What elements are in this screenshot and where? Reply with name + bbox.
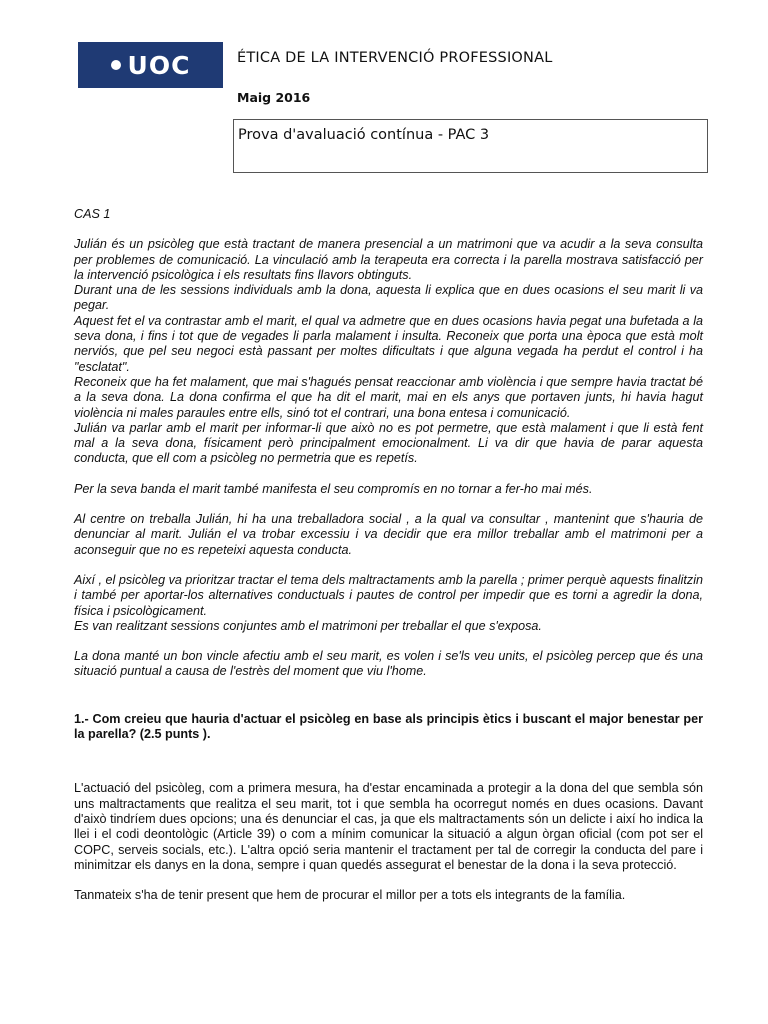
case-paragraph: Julián és un psicòleg que està tractant de manera presencial a un matrimoni que va acudir a la seva consulta per problemes de comunicació. La vinculació amb la terapeuta era correcta i la parella mostrava satisfacció per la intervenció psicològica i els resultats fins llavors obtinguts. [74,237,703,282]
case-paragraph: La dona manté un bon vincle afectiu amb el seu marit, es volen i se'ls veu units, el psicòleg percep que és una situació puntual a causa de l'estrès del moment que viu l'home. [74,649,703,679]
case-paragraph: Reconeix que ha fet malament, que mai s'hagués pensat reaccionar amb violència i que sempre havia tractat bé a la seva dona. La dona confirma el que ha dit el marit, mai en els anys que portaven junts, hi havia hagut violència ni males paraules entre ells, sinó tot el contrari, una bona entesa i comunicació. [74,374,703,420]
case-paragraph: Així , el psicòleg va prioritzar tractar el tema dels maltractaments amb la parella ; primer perquè aquests finalitzin i també per aportar-los alternatives conductuals i pautes de control per impedir que es torni a agredir la dona, física i psicològicament. [74,572,703,618]
question-1: 1.- Com creieu que hauria d'actuar el psicòleg en base als principis ètics i buscant el major benestar per la parella? (2.5 punts ). [74,711,703,742]
case-paragraph: Durant una de les sessions individuals amb la dona, aquesta li explica que en dues ocasions el seu marit li va pegar. [74,283,703,313]
case-paragraph: Al centre on treballa Julián, hi ha una treballadora social , a la qual va consultar , mantenint que s'hauria de denunciar al marit. Julián el va trobar excessiu i va decidir que era millor treballar amb el matrimoni per a aconseguir que no es repeteixi aquesta conducta. [74,512,703,557]
pac-title: Prova d'avaluació contínua - PAC 3 [238,127,490,143]
logo-dot-icon [111,60,121,70]
document-body [74,207,703,903]
case-paragraph: Aquest fet el va contrastar amb el marit, el qual va admetre que en dues ocasions havia pegat una bufetada a la seva dona, i fins i tot que de vegades li parla malament i insulta. Reconeix que porta una època que està molt nerviós, que pel seu negoci està passant per moltes dificultats i que alguna vegada ha perdut el control i ha "esclatat". [74,313,703,374]
uoc-logo [78,42,223,88]
case-section [74,207,703,680]
case-paragraph: Per la seva banda el marit també manifesta el seu compromís en no tornar a fer-ho mai més. [74,481,593,496]
case-paragraph: Julián va parlar amb el marit per informar-li que això no es pot permetre, que està malament i que li està fent mal a la seva dona, físicament però principalment emocionalment. Li va dir que havia de parar aquesta conducta, que ell com a psicòleg no permetria que es repetís. [74,420,703,466]
answer-paragraph: L'actuació del psicòleg, com a primera mesura, ha d'estar encaminada a protegir a la dona del que sembla són uns maltractaments que realitza el seu marit, tot i que sembla ha ocorregut només en dues ocasions. Davant d'això tindríem dues opcions; una és denunciar el cas, ja que els maltractaments són un delicte i així ho indica la llei i el codi deontològic (Article 39) o com a mínim comunicar la situació a algun òrgan oficial (com pot ser el COPC, serveis socials, etc.). L'altra opció seria mantenir el tractament per tal de corregir la conducta del pare i minimitzar els danys en la dona, sempre i quan quedés assegurat el benestar de la dona i la seva protecció. [74,781,703,872]
pac-title-box [233,119,708,173]
case-title: CAS 1 [74,207,111,221]
answer-paragraph: Tanmateix s'ha de tenir present que hem de procurar el millor per a tots els integrants de la família. [74,888,626,903]
exam-date: Maig 2016 [237,90,311,105]
course-title: ÉTICA DE LA INTERVENCIÓ PROFESSIONAL [237,50,553,66]
case-paragraph: Es van realitzant sessions conjuntes amb el matrimoni per treballar el que s'exposa. [74,618,542,633]
logo-text: UOC [127,50,191,80]
